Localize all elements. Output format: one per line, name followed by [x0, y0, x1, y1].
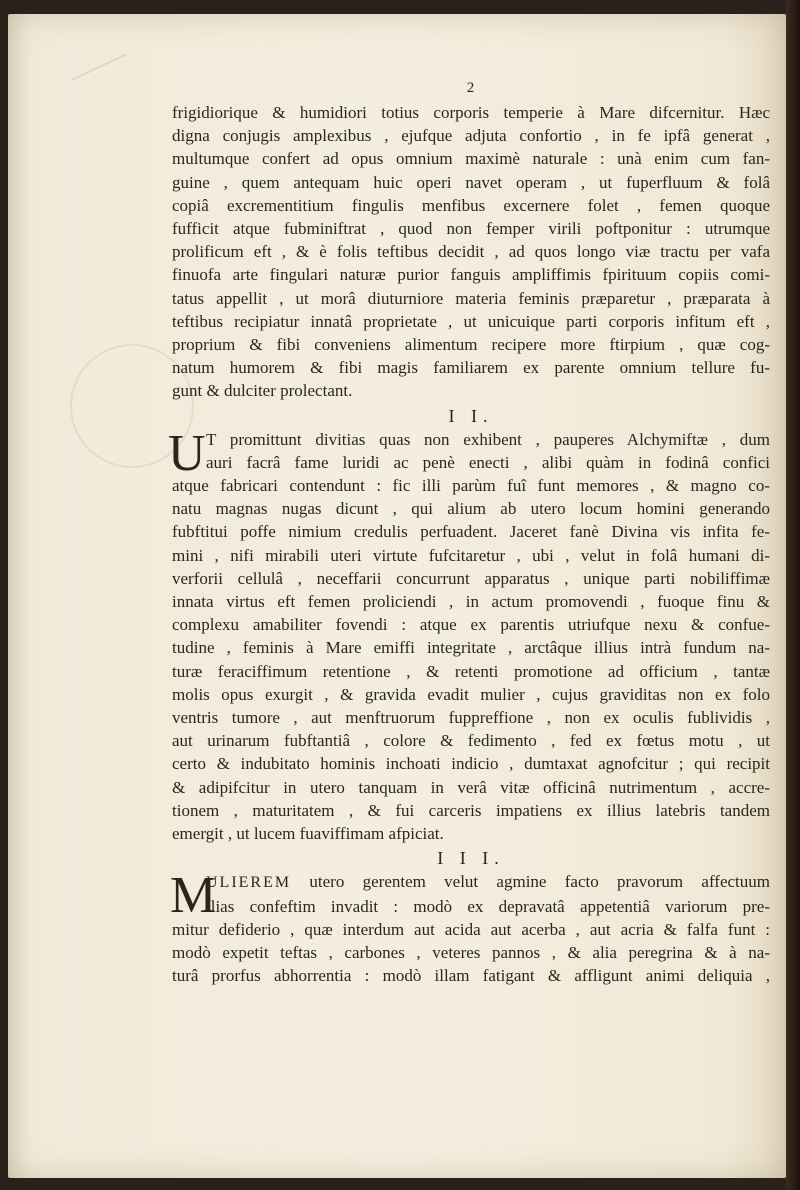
text-line: fufficit atque fubminiftrat , quod non femper virili poftponitur : utrumque	[172, 219, 770, 239]
text-line: mini , nifi mirabili uteri virtute fufcitaretur , ubi , velut in folâ humani di-	[172, 545, 770, 565]
text-line: certo & indubitato hominis inchoati indicio , dumtaxat agnofcitur ; qui recipit	[172, 754, 770, 774]
bleed-through-mark	[72, 53, 144, 116]
text-line: turæ feraciffimum retentione , & retenti promotione ad officium , tantæ	[172, 661, 770, 681]
text-line: ilias confeftim invadit : modò ex depravatâ appetentiâ variorum pre-	[206, 896, 770, 916]
paragraph-continued	[172, 101, 770, 403]
text-line: T promittunt divitias quas non exhibent , pauperes Alchymiftæ , dum	[206, 429, 770, 449]
text-line	[172, 870, 770, 894]
text-line: atque fabricari contendunt : fic illi parùm fuî funt memores , & magno co-	[172, 476, 770, 496]
text-line: aut urinarum fubftantiâ , colore & fedimento , fed ex fœtus motu , ut	[172, 731, 770, 751]
text-line: & adipifcitur in utero tanquam in verâ vitæ officinâ nutrimentum , accre-	[172, 777, 770, 797]
text-line: prolificum eft , & è folis teftibus decidit , ad quos longo viæ tractu per vafa	[172, 242, 770, 262]
lead-caps: ULIEREM	[206, 874, 292, 892]
section-iii-paragraph	[170, 867, 770, 987]
text-line: modò expetit teftas , carbones , veteres pannos , & alia peregrina & à na-	[172, 942, 770, 962]
text-line: natum humorem & fibi magis familiarem ex parente omnium tellure fu-	[172, 358, 770, 378]
section-heading-iii: I I I.	[437, 848, 505, 869]
text-line: ventris tumore , aut menftruorum fuppreffione , non ex oculis fublividis ,	[172, 708, 770, 728]
text-line: molis opus exurgit , & gravida evadit mulier , cujus graviditas non ex folo	[172, 684, 770, 704]
text-line: digna conjugis amplexibus , ejufque adjuta confortio , in fe ipfâ generat ,	[172, 126, 770, 146]
text-line: teftibus recipiatur innatâ proprietate , ut unicuique parti corporis infitum eft ,	[172, 311, 770, 331]
text-line: turâ prorfus abhorrentia : modò illam fatigant & affligunt animi deliquia ,	[172, 966, 770, 986]
drop-cap: M	[170, 867, 217, 925]
text-line: tudine , feminis à Mare emiffi integritate , arctâque illius intrà fundum na-	[172, 638, 770, 658]
text-line: natu magnas nugas dicunt , qui alium ab utero locum homini generando	[172, 499, 770, 519]
text-line: innata virtus eft femen proliciendi , in actum promovendi , fuoque finu &	[172, 592, 770, 612]
text-line: mitur defiderio , quæ interdum aut acida aut acerba , aut acria & falfa funt :	[172, 919, 770, 939]
text-line: finuofa arte fingulari naturæ purior fanguis ampliffimis fpirituum copiis comi-	[172, 265, 770, 285]
text-line: fubftitui poffe nimium credulis perfuadent. Jaceret fanè Divina vis infita fe-	[172, 522, 770, 542]
drop-cap: U	[168, 424, 206, 482]
text-line: complexu amabiliter fovendi : atque ex parentis utriufque nexu & confue-	[172, 615, 770, 635]
text-line: gunt & dulciter prolectant.	[172, 381, 353, 401]
text-block	[168, 80, 770, 987]
book-edge	[786, 0, 800, 1190]
text-line: multumque confert ad opus omnium maximè naturale : unà enim cum fan-	[172, 149, 770, 169]
text-line: tatus appellit , ut morâ diuturniore materia feminis præparetur , præparata à	[172, 288, 770, 308]
text-line: auri facrâ fame luridi ac penè enecti , alibi quàm in fodinâ confici	[206, 452, 770, 472]
text-line: frigidiorique & humidiori totius corporis temperie à Mare difcernitur. Hæc	[172, 103, 770, 122]
section-heading-ii: I I.	[448, 405, 494, 426]
text-line: emergit , ut lucem fuaviffimam afpiciat.	[172, 824, 444, 844]
text-line: proprium & fibi conveniens alimentum recipere more ftirpium , quæ cog-	[172, 335, 770, 355]
text-line: verforii cellulâ , neceffarii concurrunt apparatus , unique parti nobiliffimæ	[172, 568, 770, 588]
section-ii-paragraph	[168, 424, 770, 846]
text-line: copiâ excrementitium fingulis menfibus excernere folet , femen quoque	[172, 195, 770, 215]
text-line: guine , quem antequam huic operi navet operam , ut fuperfluum & folâ	[172, 172, 770, 192]
page-number: 2	[466, 80, 476, 96]
text-fragment: utero gerentem velut agmine facto pravorum affectuum	[309, 872, 770, 892]
text-line: tionem , maturitatem , & fui carceris impatiens ex illius latebris tandem	[172, 800, 770, 820]
